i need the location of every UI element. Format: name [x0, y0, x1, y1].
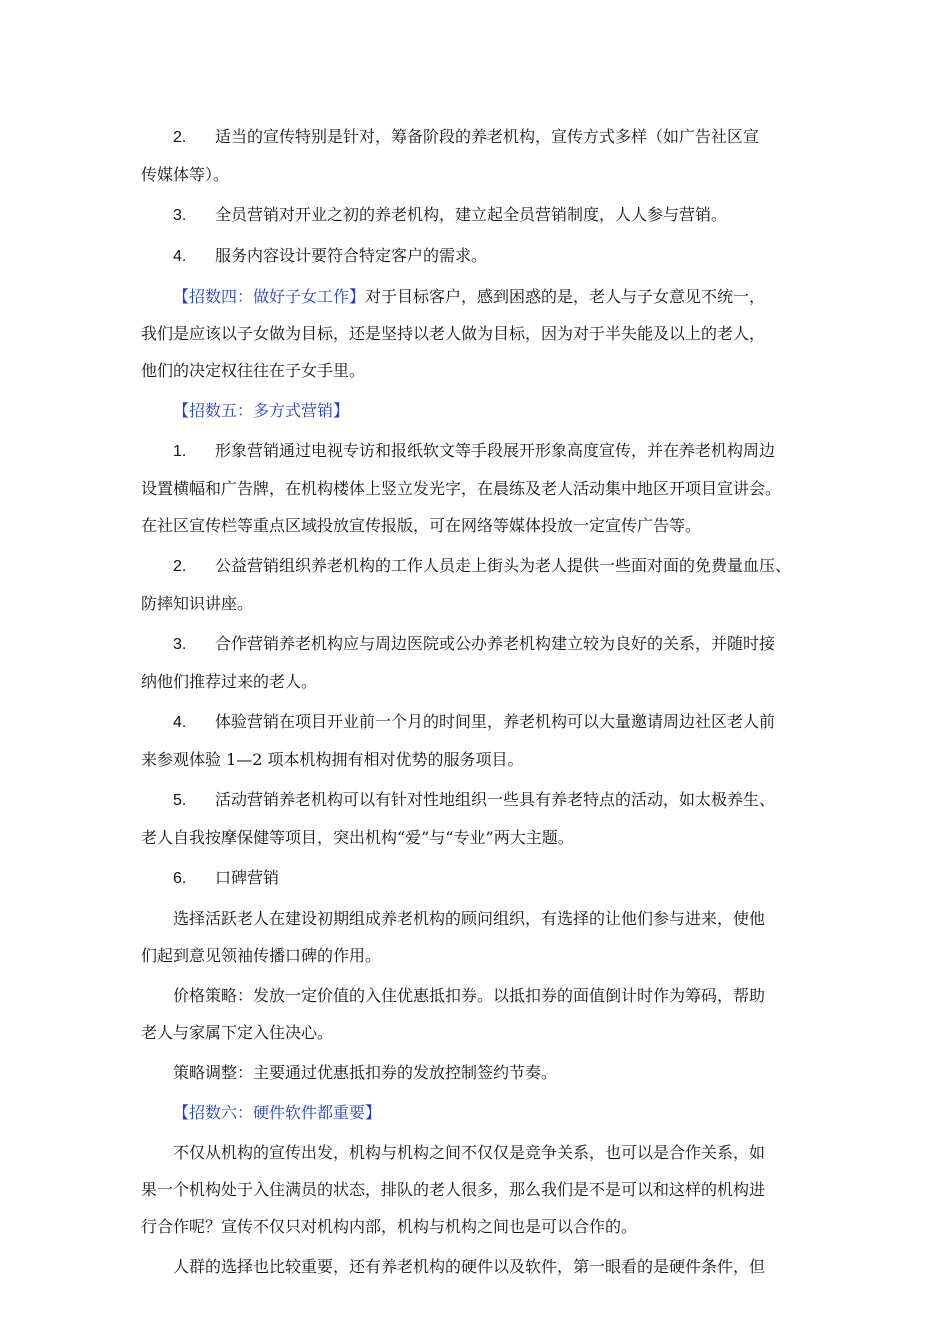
list-number: 1. [173, 443, 187, 460]
paragraph-line: 们起到意见领袖传播口碑的作用。 [141, 946, 382, 965]
paragraph [141, 900, 821, 974]
list-item-text: 口碑营销 [215, 868, 280, 887]
list-item-text: 公益营销组织养老机构的工作人员走上街头为老人提供一些面对面的免费量血压、 [215, 556, 792, 575]
paragraph-line: 纳他们推荐过来的老人。 [141, 672, 318, 691]
heading-line [141, 1094, 821, 1131]
paragraph-line: 设置横幅和广告牌，在机构楼体上竖立发光字，在晨练及老人活动集中地区开项目宣讲会。 [141, 479, 782, 498]
paragraph [141, 859, 821, 897]
list-number: 4. [173, 248, 187, 265]
paragraph [141, 237, 821, 275]
list-item-first-line [141, 859, 821, 897]
paragraph-line: 果一个机构处于入住满员的状态，排队的老人很多，那么我们是不是可以和这样的机构进 [141, 1180, 766, 1199]
section-paragraph [141, 1094, 821, 1131]
paragraph-line: 行合作呢？宣传不仅只对机构内部，机构与机构之间也是可以合作的。 [141, 1217, 638, 1236]
paragraph [141, 625, 821, 700]
list-item-text: 合作营销养老机构应与周边医院或公办养老机构建立较为良好的关系，并随时接 [215, 634, 776, 653]
document-body [141, 118, 821, 1285]
paragraph [141, 703, 821, 778]
list-item-text: 活动营销养老机构可以有针对性地组织一些具有养老特点的活动，如太极养生、 [215, 790, 776, 809]
list-item-first-line [141, 625, 821, 663]
paragraph-line: 来参观体验 1—2 项本机构拥有相对优势的服务项目。 [141, 750, 524, 769]
list-item-text: 适当的宣传特别是针对，筹备阶段的养老机构，宣传方式多样（如广告社区宣 [215, 127, 760, 146]
section-paragraph [141, 278, 821, 389]
paragraph-line: 我们是应该以子女做为目标，还是坚持以老人做为目标，因为对于半失能及以上的老人， [141, 324, 766, 343]
list-number: 4. [173, 714, 187, 731]
paragraph-line: 在社区宣传栏等重点区域投放宣传报版，可在网络等媒体投放一定宣传广告等。 [141, 516, 702, 535]
list-number: 6. [173, 870, 187, 887]
section-heading: 【招数六：硬件软件都重要】 [173, 1103, 382, 1122]
list-number: 3. [173, 636, 187, 653]
paragraph [141, 196, 821, 234]
paragraph-line: 他们的决定权往往在子女手里。 [141, 361, 366, 380]
list-item-first-line [141, 432, 821, 470]
list-item-first-line [141, 237, 821, 275]
list-item-text: 体验营销在项目开业前一个月的时间里，养老机构可以大量邀请周边社区老人前 [215, 712, 776, 731]
list-number: 3. [173, 207, 187, 224]
section-heading: 【招数四：做好子女工作】 [173, 287, 366, 306]
paragraph [141, 781, 821, 856]
list-item-first-line [141, 781, 821, 819]
paragraph-text: 对于目标客户，感到困惑的是，老人与子女意见不统一， [365, 287, 766, 306]
list-item-first-line [141, 547, 821, 585]
section-paragraph [141, 392, 821, 429]
paragraph [141, 977, 821, 1051]
heading-line [141, 392, 821, 429]
heading-line [141, 278, 821, 315]
paragraph-line: 人群的选择也比较重要，还有养老机构的硬件以及软件，第一眼看的是硬件条件，但 [173, 1257, 766, 1276]
list-item-text: 形象营销通过电视专访和报纸软文等手段展开形象高度宣传，并在养老机构周边 [215, 441, 776, 460]
paragraph-line: 选择活跃老人在建设初期组成养老机构的顾问组织，有选择的让他们参与进来，使他 [173, 909, 766, 928]
paragraph-line: 策略调整：主要通过优惠抵扣券的发放控制签约节奏。 [173, 1063, 558, 1082]
paragraph [141, 1134, 821, 1245]
paragraph-line: 不仅从机构的宣传出发，机构与机构之间不仅仅是竞争关系，也可以是合作关系，如 [173, 1143, 766, 1162]
paragraph-line: 老人自我按摩保健等项目，突出机构“爱”与“专业”两大主题。 [141, 828, 574, 847]
list-item-text: 服务内容设计要符合特定客户的需求。 [215, 246, 488, 265]
paragraph-line: 老人与家属下定入住决心。 [141, 1023, 334, 1042]
list-item-first-line [141, 703, 821, 741]
paragraph [141, 547, 821, 622]
paragraph [141, 118, 821, 193]
paragraph-line: 防摔知识讲座。 [141, 594, 254, 613]
paragraph [141, 1248, 821, 1285]
paragraph [141, 432, 821, 544]
list-item-first-line [141, 196, 821, 234]
paragraph-line: 传媒体等）。 [141, 165, 230, 184]
list-number: 2. [173, 558, 187, 575]
paragraph [141, 1054, 821, 1091]
paragraph-line: 价格策略：发放一定价值的入住优惠抵扣券。以抵扣券的面值倒计时作为筹码，帮助 [173, 986, 766, 1005]
list-item-first-line [141, 118, 821, 156]
list-number: 5. [173, 792, 187, 809]
list-number: 2. [173, 129, 187, 146]
list-item-text: 全员营销对开业之初的养老机构，建立起全员营销制度，人人参与营销。 [215, 205, 728, 224]
section-heading: 【招数五：多方式营销】 [173, 401, 350, 420]
